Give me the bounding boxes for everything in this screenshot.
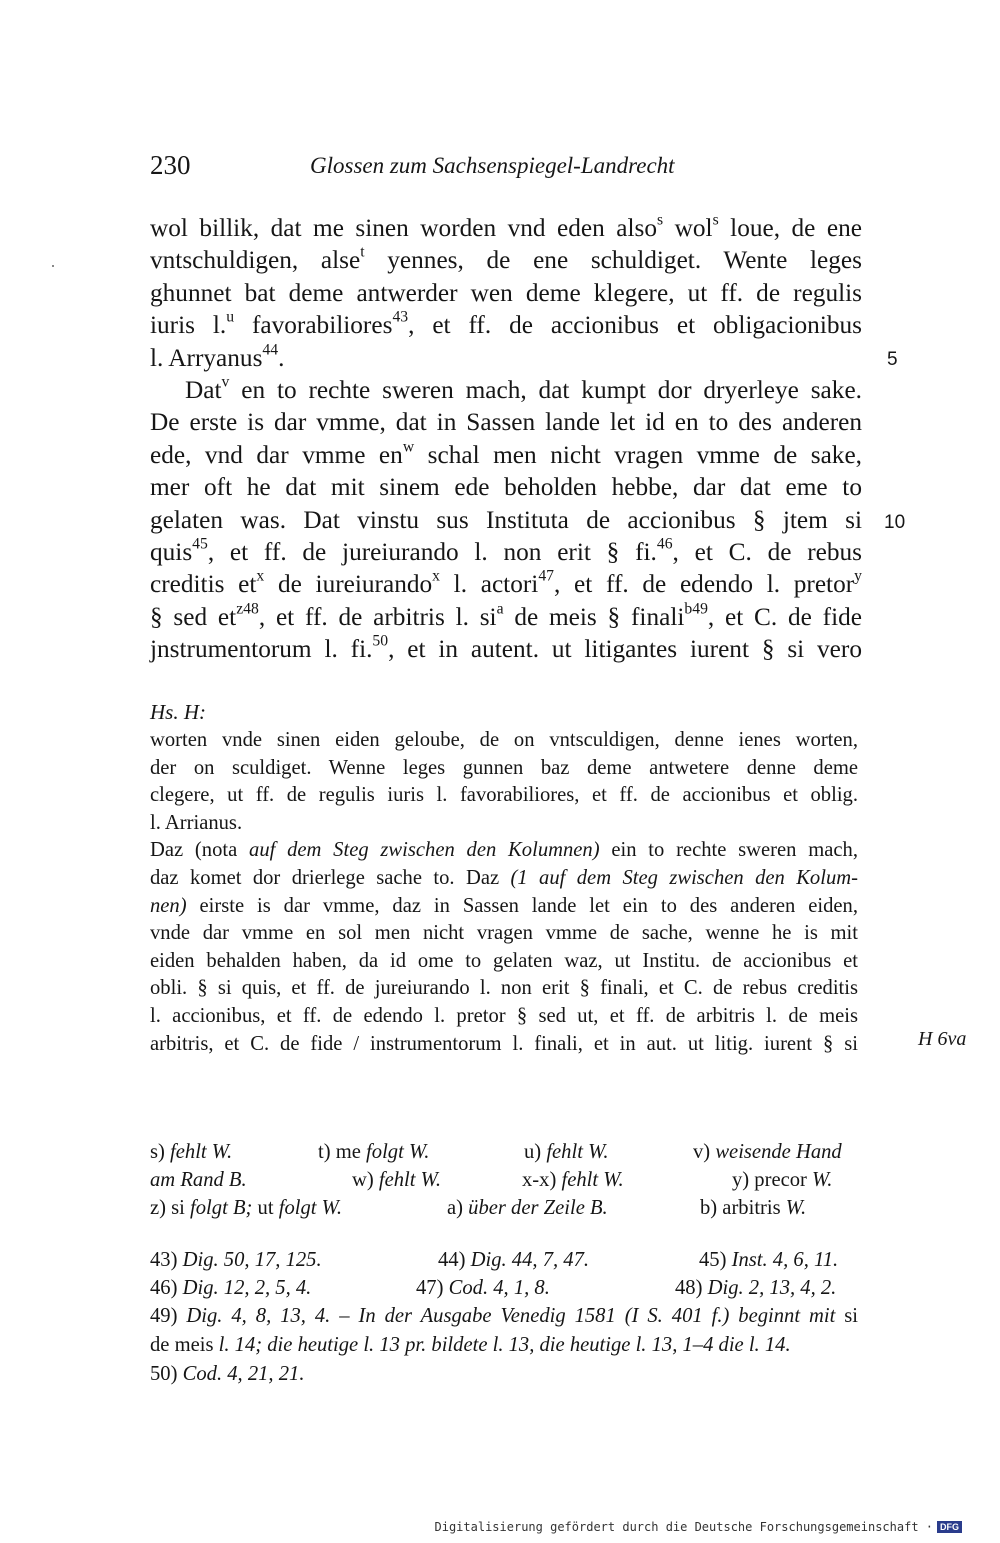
apparatus-entry: a) über der Zeile B. [447, 1197, 608, 1219]
witness-line: daz komet dor drierlege sache to. Daz (1 auf dem Steg zwischen den Kolum- [150, 866, 858, 889]
apparatus-entry: t) me folgt W. [318, 1141, 430, 1163]
apparatus-entry: b) arbitris W. [700, 1197, 807, 1219]
main-text-line: iuris l.$^u$ favorabiliores$^{43}$, et ff. de accionibus et obligacionibus [150, 308, 862, 340]
line-number: 5 [887, 349, 898, 370]
witness-line: eiden behalden haben, da id ome to gelaten waz, ut Institu. de accionibus et [150, 949, 858, 972]
digitization-credit [435, 1520, 963, 1534]
witness-line: clegere, ut ff. de regulis iuris l. favorabiliores, et ff. de accionibus et oblig. [150, 784, 858, 807]
footnote-entry: 45) Inst. 4, 6, 11. [699, 1249, 839, 1271]
footnote-entry: 43) Dig. 50, 17, 125. [150, 1249, 322, 1271]
footnote-entry: 44) Dig. 44, 7, 47. [438, 1249, 590, 1271]
witness-line: l. Arrianus. [150, 811, 243, 834]
footnote-entry: 50) Cod. 4, 21, 21. [150, 1363, 305, 1385]
footnote-block [150, 1302, 858, 1360]
manuscript-folio-note: H 6va [918, 1028, 967, 1050]
footnote-entry: 48) Dig. 2, 13, 4, 2. [675, 1277, 837, 1299]
apparatus-entry: z) si folgt B; ut folgt W. [150, 1197, 343, 1219]
witness-text-block [150, 727, 858, 1058]
footnote-entry: 49) Dig. 4, 8, 13, 4. – In der Ausgabe Venedig 1581 (I S. 401 f.) beginnt mit si [150, 1305, 858, 1327]
main-text-line: ghunnet bat deme antwerder wen deme klegere, ut ff. de regulis [150, 278, 862, 307]
running-title: Glossen zum Sachsenspiegel-Landrecht [310, 153, 675, 178]
apparatus-entry: u) fehlt W. [524, 1141, 609, 1163]
scan-speck [52, 265, 54, 267]
witness-line: Daz (nota auf dem Steg zwischen den Kolumnen) ein to rechte sweren mach, [150, 839, 858, 862]
witness-line: vnde dar vmme en sol men nicht vragen vmme de sache, wenne he is mit [150, 922, 858, 945]
witness-line: l. accionibus, et ff. de edendo l. pretor § sed ut, et ff. de arbitris l. de meis [150, 1004, 858, 1027]
apparatus-entry: v) weisende Hand [693, 1141, 842, 1163]
main-text-line: § sed $et^{z48}$, et ff. de arbitris l. $si^a$ de meis § finali$^{b49}$, et C. de fide [150, 599, 863, 631]
footnote-entry-cont: de meis l. 14; die heutige l. 13 pr. bildete l. 13, die heutige l. 13, 1–4 die l. 14. [150, 1334, 791, 1356]
line-number: 10 [884, 512, 906, 533]
main-text-line: jnstrumentorum l. fi.$^{50}$, et in autent. ut litigantes iurent § si vero [150, 632, 862, 664]
main-text-line: ede, vnd dar vmme $en^w$ schal men nicht vragen vmme de sake, [150, 437, 862, 469]
witness-line: arbitris, et C. de fide / instrumentorum l. finali, et in aut. ut litig. iurent § si [150, 1032, 858, 1055]
witness-line: worten vnde sinen eiden geloube, de on vntsculdigen, denne ienes worten, [150, 729, 858, 751]
witness-line: nen) eirste is dar vmme, daz in Sassen lande let ein to des anderen eiden, [150, 894, 858, 917]
witness-line: der on sculdiget. Wenne leges gunnen baz deme antwetere denne deme [150, 756, 858, 779]
main-text-line: De erste is dar vmme, dat in Sassen lande let id en to des anderen [150, 408, 862, 437]
witness-label: Hs. H: [150, 700, 206, 724]
apparatus-entry: s) fehlt W. [150, 1141, 233, 1163]
main-text-line: quis$^{45}$, et ff. de jureiurando l. non erit § fi.$^{46}$, et C. de rebus [150, 535, 863, 566]
apparatus-entry-cont: am Rand B. [150, 1169, 247, 1191]
main-text-line: creditis $et^x$ de iureiurando$^x$ l. actori$^{47}$, et ff. de edendo l. pretor$^y$ [150, 567, 862, 599]
witness-line: obli. § si quis, et ff. de jureiurando l. non erit § finali, et C. de rebus creditis [150, 977, 858, 1000]
dfg-logo-icon: DFG [937, 1521, 962, 1533]
footnote-entry: 46) Dig. 12, 2, 5, 4. [150, 1277, 312, 1299]
main-text-line: mer oft he dat mit sinem ede beholden hebbe, dar dat eme to [150, 473, 862, 502]
footnote-entry: 47) Cod. 4, 1, 8. [416, 1277, 550, 1299]
main-text-line: wol billik, dat me sinen worden vnd eden also$^s$ wol$^s$ loue, de ene [150, 211, 862, 242]
credit-text: Digitalisierung gefördert durch die Deutsche Forschungsgemeinschaft · [434, 1520, 933, 1534]
page-number: 230 [150, 150, 191, 180]
main-text-line: gelaten was. Dat vinstu sus Instituta de accionibus § jtem si [150, 505, 862, 534]
main-text-line: Dat$^v$ en to rechte sweren mach, dat kumpt dor dryerleye sake. [185, 373, 862, 404]
main-text-line: l. Arryanus$^{44}$. [150, 340, 285, 372]
main-text-block [150, 212, 862, 665]
apparatus-entry: y) precor W. [732, 1169, 833, 1191]
main-text-line: vntschuldigen, alse$^t$ yennes, de ene schuldiget. Wente leges [150, 243, 862, 275]
apparatus-entry: w) fehlt W. [352, 1169, 442, 1191]
apparatus-entry: x-x) fehlt W. [522, 1169, 624, 1191]
